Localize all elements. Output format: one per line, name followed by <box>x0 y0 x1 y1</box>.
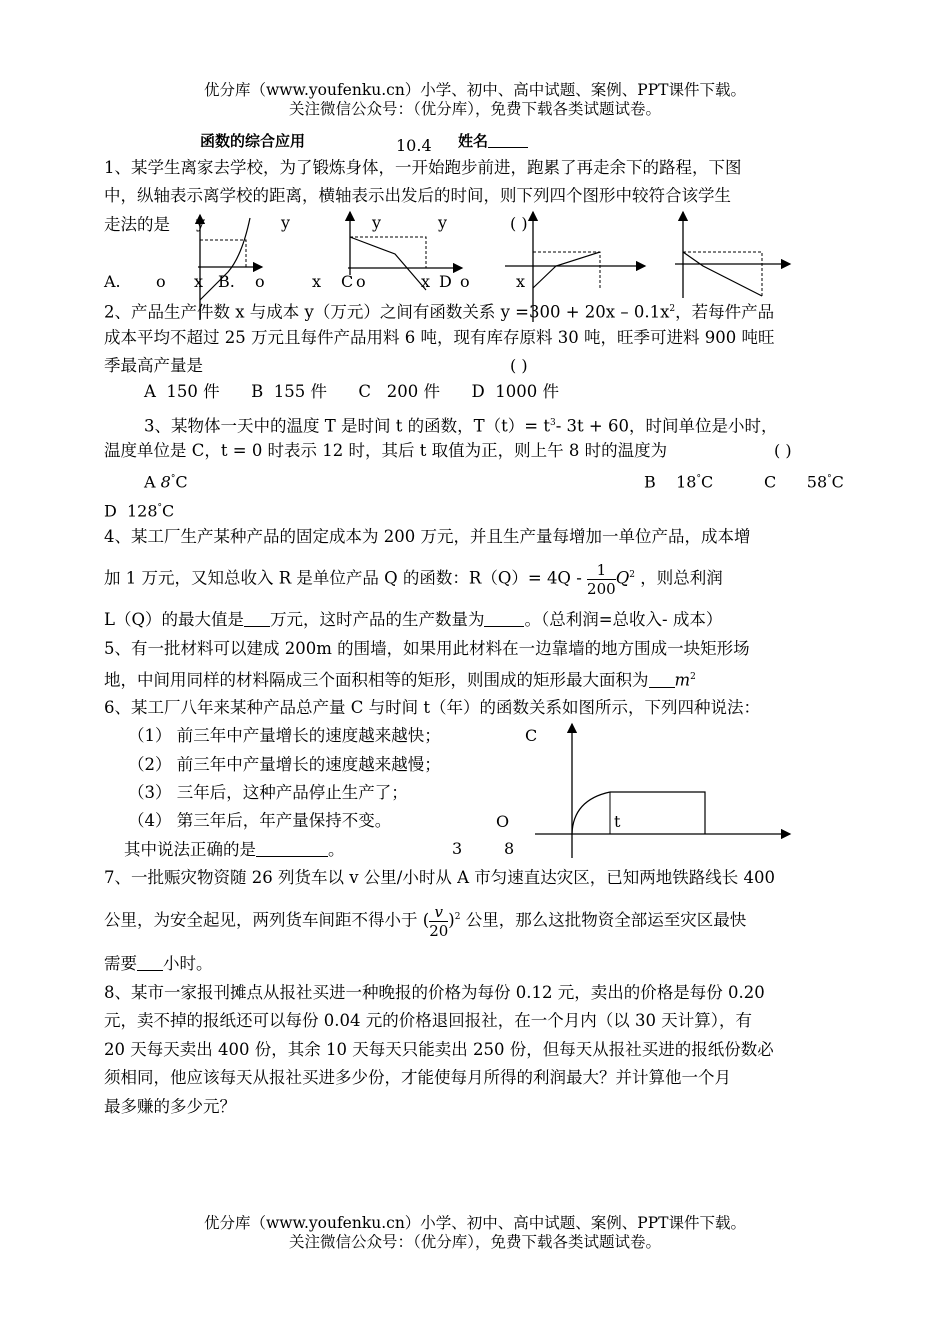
q3-answer-paren: ( ) <box>774 441 792 460</box>
q3-option-c: C 58°C <box>764 472 844 492</box>
name-blank <box>488 131 528 148</box>
q6-graph-tick-8: 8 <box>504 839 515 858</box>
graph-c-origin: o <box>460 272 470 291</box>
q4-line-1: 4、某工厂生产某种产品的固定成本为 200 万元，并且生产量每增加一单位产品，成本增 <box>104 527 751 546</box>
graph-b-y-label: y <box>372 213 382 232</box>
worksheet-date: 10.4 <box>396 136 432 155</box>
q6-item-2: （2） 前三年中产量增长的速度越来越慢； <box>128 755 441 774</box>
option-a-label: A. <box>104 272 121 291</box>
option-d-label: D <box>439 272 452 291</box>
q7-line-1: 7、一批赈灾物资随 26 列货车以 v 公里/小时从 A 市匀速直达灾区，已知两地铁路线长 400 <box>104 868 775 887</box>
q3-line-1: 3、某物体一天中的温度 T 是时间 t 的函数，$T(t)= t^3-$ 3t + 60，时间单位是小时， <box>144 416 778 436</box>
q6-item-3: （3） 三年后，这种产品停止生产了； <box>128 783 408 802</box>
header-line-1: 优分库（www.youfenku.cn）小学、初中、高中试题、案例、PPT课件下载。 <box>203 81 747 99</box>
q6-graph-t-label: t <box>614 812 621 831</box>
q8-line-2: 元，卖不掉的报纸还可以每份 0.04 元的价格退回报社，在一个月内（以 30 天计算），有 <box>104 1011 752 1030</box>
q6-graph-origin: O <box>496 812 510 831</box>
graph-a-y-label: y <box>196 213 206 232</box>
q3-option-d: D 128°C <box>104 501 175 521</box>
q6-line-1: 6、某工厂八年来某种产品总产量 C 与时间 t（年）的函数关系如图所示，下列四种说法： <box>104 698 760 717</box>
header-line-2: 关注微信公众号：（优分库），免费下载各类试题试卷。 <box>288 100 661 118</box>
q2-options: A 150 件 B 155 件 C 200 件 D 1000 件 <box>144 382 559 401</box>
graph-d <box>675 212 790 298</box>
q8-line-5: 最多赚的多少元？ <box>104 1097 236 1116</box>
graph-c-x-label: x <box>516 272 526 291</box>
q6-graph-tick-3: 3 <box>452 839 463 858</box>
q6-blank <box>256 840 328 857</box>
q8-line-3: 20 天每天卖出 400 份，其余 10 天每天只能卖出 250 份，但每天从报社买进的报纸份数必 <box>104 1040 774 1059</box>
q4-blank-quantity <box>484 610 524 627</box>
graph-b-x-label-left: x <box>312 272 322 291</box>
q2-line-1: 2、产品生产件数 x 与成本 y（万元）之间有函数关系 $y =300 + 20x - 0.1x^2$，若每件产品 <box>104 302 775 322</box>
q3-line-2: 温度单位是 C，t = 0 时表示 12 时，其后 t 取值为正，则上午 8 时的温度为 <box>104 441 668 460</box>
q8-line-4: 须相同，他应该每天从报社买进多少份，才能使每月所得的利润最大？并计算他一个月 <box>104 1068 731 1087</box>
graph-c-y-label: y <box>438 213 448 232</box>
graph-a-origin: o <box>156 272 166 291</box>
option-b-label: B. <box>218 272 235 291</box>
footer-line-1: 优分库（www.youfenku.cn）小学、初中、高中试题、案例、PPT课件下载。 <box>203 1214 747 1232</box>
q6-graph-c-label: C <box>525 726 538 745</box>
q5-line-1: 5、有一批材料可以建成 200m 的围墙，如果用此材料在一边靠墙的地方围成一块矩形场 <box>104 639 750 658</box>
q2-line-2: 成本平均不超过 25 万元且每件产品用料 6 吨，现有库存原料 30 吨，旺季可进料 900 吨旺 <box>104 328 775 347</box>
q4-line-2: 加 1 万元，又知总收入 R 是单位产品 Q 的函数：R（Q）= 4Q - $\frac{1}{200}$ $Q^2$ ，则总利润 <box>104 560 723 598</box>
q1-line-3: 走法的是 <box>104 215 170 234</box>
q4-blank-max <box>244 610 270 627</box>
q2-answer-paren: ( ) <box>510 356 528 375</box>
q5-line-2: 地，中间用同样的材料隔成三个面积相等的矩形，则围成的矩形最大面积为 $m^2$ <box>104 670 696 690</box>
q1-line-2: 中，纵轴表示离学校的距离，横轴表示出发后的时间，则下列四个图形中较符合该学生 <box>104 186 731 205</box>
q8-line-1: 8、某市一家报刊摊点从报社买进一种晚报的价格为每份 0.12 元，卖出的价格是每份 0.20 <box>104 983 765 1002</box>
q1-line-1: 1、某学生离家去学校，为了锻炼身体，一开始跑步前进，跑累了再走余下的路程，下图 <box>104 158 742 177</box>
worksheet-title: 函数的综合应用 <box>200 132 306 150</box>
q4-line-3: L（Q）的最大值是 万元，这时产品的生产数量为 。（总利润=总收入- 成本） <box>104 610 723 629</box>
q6-item-4: （4） 第三年后，年产量保持不变。 <box>128 811 392 830</box>
option-c-label: C <box>341 272 354 291</box>
q3-option-b: B 18°C <box>644 472 714 492</box>
name-label: 姓名 <box>458 132 489 150</box>
graph-b-origin-left: o <box>255 272 265 291</box>
graph-b-y-label-left: y <box>281 213 291 232</box>
graph-a-x-label: x <box>194 272 204 291</box>
q7-fraction: $\frac{v}{20}$ <box>429 902 449 940</box>
q7-blank <box>137 954 163 971</box>
q3-option-a: A 8°C <box>144 472 188 492</box>
q4-fraction: $\frac{1}{200}$ <box>587 560 616 598</box>
q6-item-1: （1） 前三年中产量增长的速度越来越快； <box>128 726 441 745</box>
q6-tail: 其中说法正确的是 。 <box>124 840 345 859</box>
graph-b-x-label: x <box>421 272 431 291</box>
q5-blank <box>649 671 675 688</box>
q1-answer-paren: ( ) <box>510 214 528 233</box>
q7-line-3: 需要 小时。 <box>104 954 213 973</box>
q2-line-3: 季最高产量是 <box>104 356 203 375</box>
graph-b-origin: o <box>356 272 366 291</box>
footer-line-2: 关注微信公众号：（优分库），免费下载各类试题试卷。 <box>288 1233 661 1251</box>
q7-line-2: 公里，为安全起见，两列货车间距不得小于 ( $\frac{v}{20}$ )$^2$ 公里，那么这批物资全部运至灾区最快 <box>104 902 747 940</box>
name-field <box>458 131 528 151</box>
